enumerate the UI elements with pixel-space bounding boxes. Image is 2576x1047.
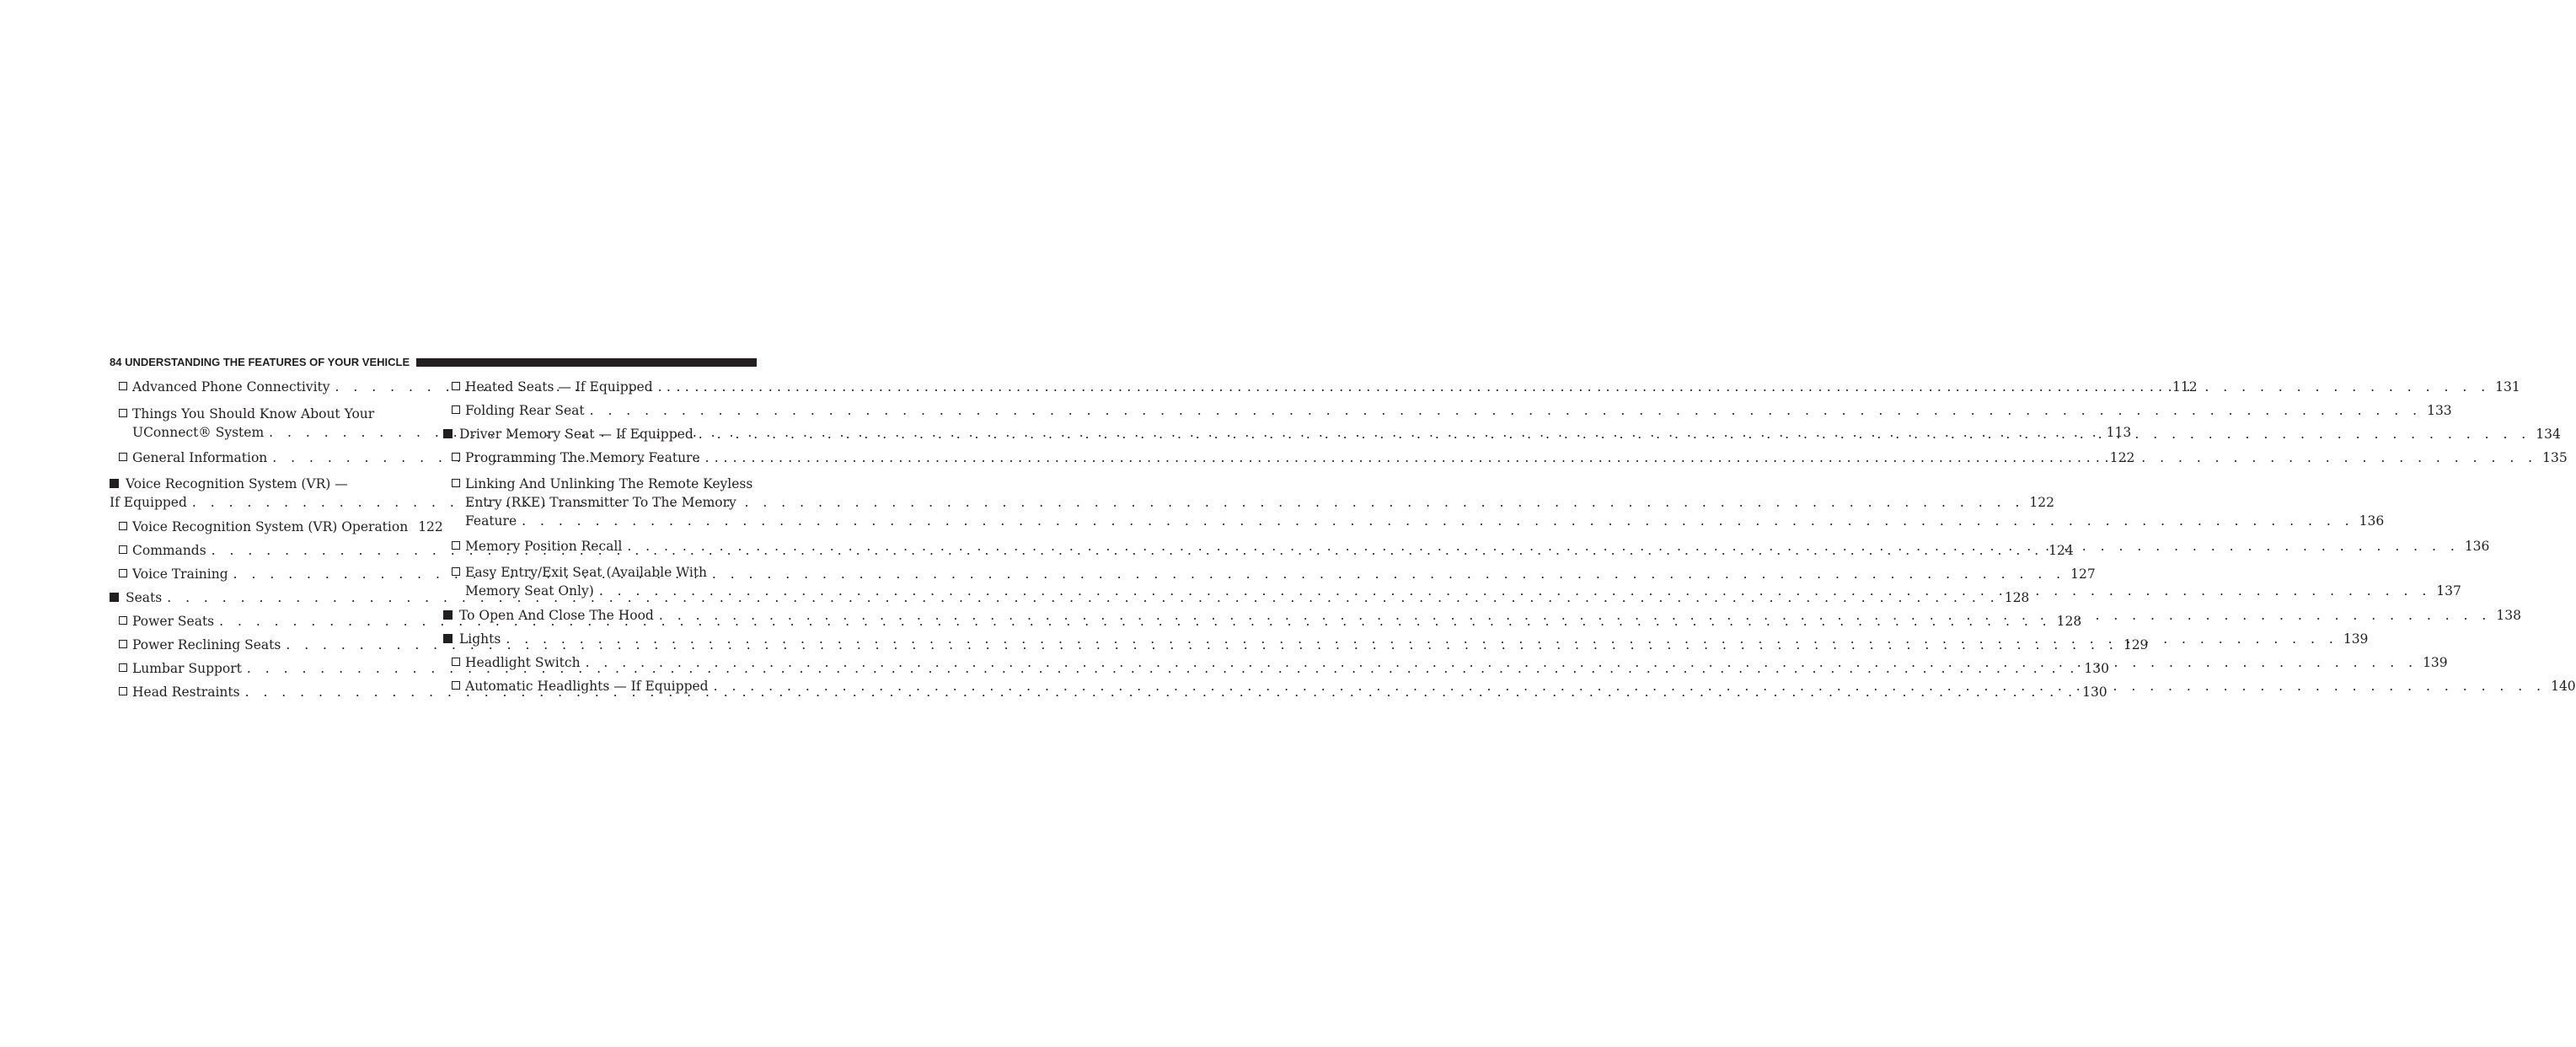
toc-entry-commands[interactable]: Commands . . . 124 — [110, 540, 394, 562]
hollow-square-icon — [119, 382, 127, 390]
hollow-square-icon — [119, 545, 127, 554]
hollow-square-icon — [452, 453, 460, 461]
running-header — [110, 354, 757, 371]
hollow-square-icon — [119, 616, 127, 625]
toc-entry-general-info[interactable]: General Information . . . 122 — [110, 447, 394, 470]
hollow-square-icon — [119, 453, 127, 461]
header-text — [110, 354, 416, 371]
toc-entry-power-reclining[interactable]: Power Reclining Seats . . . 129 — [110, 634, 394, 657]
toc-entry-easy-entry[interactable]: Easy Entry/Exit Seat (Available With Memory Seat Only) . . . 137 — [443, 563, 756, 600]
hollow-square-icon — [119, 569, 127, 577]
toc-entry-vr-operation[interactable]: Voice Recognition System (VR) Operation 122 — [110, 516, 394, 539]
hollow-square-icon — [119, 522, 127, 530]
toc-entry-linking[interactable]: Linking And Unlinking The Remote Keyless Entry (RKE) Transmitter To The Memory Feature . . . 136 — [443, 475, 756, 530]
toc-entry-headlight-switch[interactable]: Headlight Switch . . . 139 — [443, 652, 756, 674]
toc-entry-voice-training[interactable]: Voice Training . . . 127 — [110, 563, 394, 586]
hollow-square-icon — [452, 567, 460, 576]
toc-entry-head-restraints[interactable]: Head Restraints . . . 130 — [110, 681, 394, 704]
hollow-square-icon — [119, 409, 127, 417]
toc-entry-folding-rear[interactable]: Folding Rear Seat . . . 133 — [443, 400, 756, 422]
toc-entry-lights[interactable]: Lights . . . 139 — [443, 628, 756, 651]
hollow-square-icon — [452, 382, 460, 390]
filled-square-icon — [443, 610, 453, 620]
toc-entry-programming-memory[interactable]: Programming The Memory Feature . . . 135 — [443, 447, 756, 470]
toc-entry-voice-recognition[interactable]: Voice Recognition System (VR) — If Equipped . . . 122 — [110, 475, 394, 512]
filled-square-icon — [443, 634, 453, 643]
toc-entry-advanced-phone[interactable]: Advanced Phone Connectivity . . . 112 — [110, 376, 394, 399]
header-rule — [416, 358, 757, 367]
hollow-square-icon — [119, 640, 127, 648]
toc-entry-driver-memory[interactable]: Driver Memory Seat — If Equipped . . . 134 — [443, 423, 756, 446]
filled-square-icon — [443, 429, 453, 438]
toc-entry-things-know[interactable]: Things You Should Know About Your UConnect® System . . . 113 — [110, 405, 394, 442]
toc-entry-memory-recall[interactable]: Memory Position Recall . . . 136 — [443, 535, 756, 558]
toc-entry-heated-seats[interactable]: Heated Seats — If Equipped . . . 131 — [443, 376, 756, 399]
section-title: UNDERSTANDING THE FEATURES OF YOUR VEHICLE — [125, 356, 410, 368]
page-number: 84 — [110, 356, 122, 368]
hollow-square-icon — [452, 479, 460, 487]
toc-entry-auto-headlights[interactable]: Automatic Headlights — If Equipped . . . 140 — [443, 675, 756, 698]
hollow-square-icon — [452, 658, 460, 666]
filled-square-icon — [110, 593, 119, 602]
hollow-square-icon — [452, 681, 460, 690]
hollow-square-icon — [119, 663, 127, 672]
hollow-square-icon — [452, 541, 460, 550]
hollow-square-icon — [119, 687, 127, 695]
toc-entry-hood[interactable]: To Open And Close The Hood . . . 138 — [443, 604, 756, 627]
hollow-square-icon — [452, 405, 460, 414]
toc-entry-seats[interactable]: Seats . . . 128 — [110, 587, 394, 609]
toc-entry-power-seats[interactable]: Power Seats . . . 128 — [110, 610, 394, 633]
toc-entry-lumbar[interactable]: Lumbar Support . . . 130 — [110, 658, 394, 680]
